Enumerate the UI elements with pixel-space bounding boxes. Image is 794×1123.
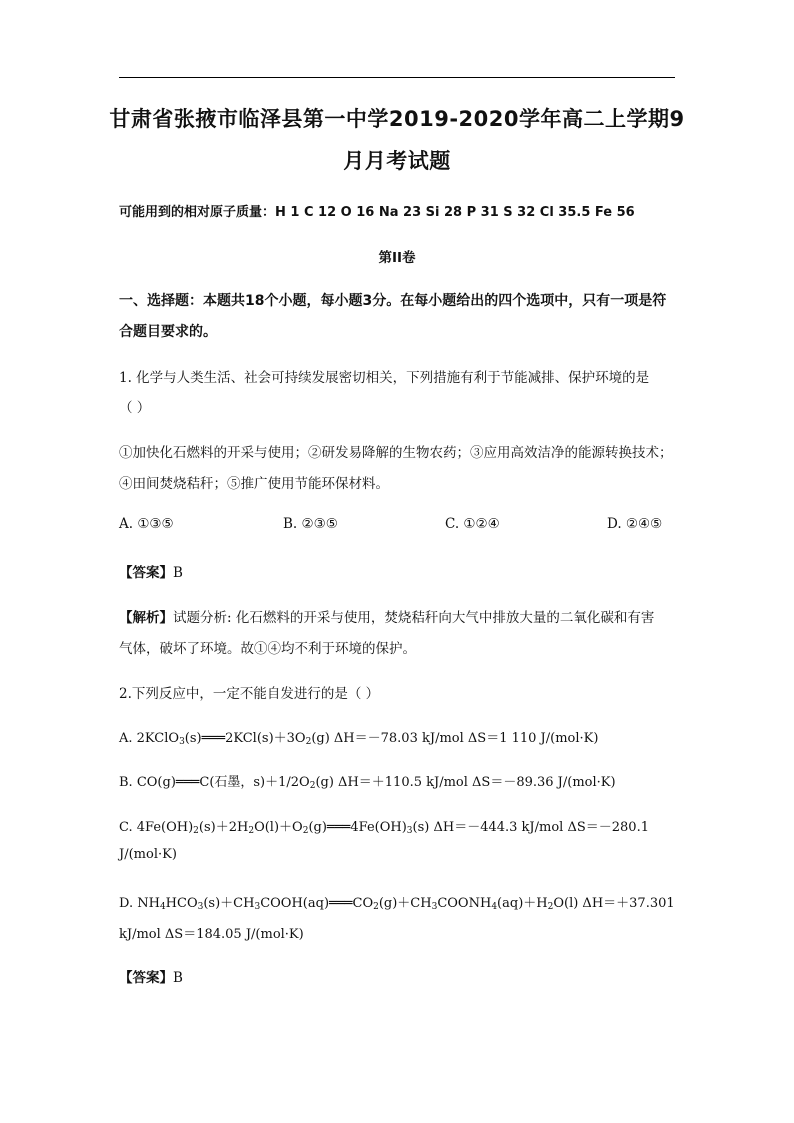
section-heading-line1: 一、选择题：本题共18个小题，每小题3分。在每小题给出的四个选项中，只有一项是符 xyxy=(119,293,667,309)
q2-option-c: C. $4Fe(OH)_2(s)+2H_2O(l)+O_2(g)═══4Fe(OH)_3(s)$ ΔH＝－444.3 kJ/mol ΔS＝－280.1 xyxy=(119,820,649,836)
q2-option-b: B. CO(g)═══C(石墨，$s)+1/2O_2(g)$ ΔH＝＋110.5 kJ/mol ΔS＝－89.36 J/(mol·K) xyxy=(119,775,616,791)
page-title-line2: 月月考试题 xyxy=(343,149,451,173)
answer-value: B xyxy=(173,565,183,581)
answer-label: 【答案】 xyxy=(119,565,173,581)
volume-label: 第II卷 xyxy=(378,250,416,266)
q1-option-b: B. ②③⑤ xyxy=(283,516,338,532)
header-rule xyxy=(119,77,675,78)
answer-value: B xyxy=(173,970,183,986)
q2-option-a: A. $2KClO_3(s)═══2KCl(s)+3O_2(g)$ ΔH＝－78.03 kJ/mol ΔS＝1 110 J/(mol·K) xyxy=(119,731,599,747)
q2-option-d-line2: kJ/mol ΔS＝184.05 J/(mol·K) xyxy=(119,927,304,942)
q1-option-a: A. ①③⑤ xyxy=(119,516,174,532)
q1-stem-line1: 1. 化学与人类生活、社会可持续发展密切相关，下列措施有利于节能减排、保护环境的是 xyxy=(119,370,650,386)
q1-stem-line2: （ ） xyxy=(119,400,151,416)
analysis-label: 【解析】 xyxy=(119,610,173,626)
q1-analysis-line2: 气体，破坏了环境。故①④均不利于环境的保护。 xyxy=(119,641,416,657)
q1-items-line1: ①加快化石燃料的开采与使用；②研发易降解的生物农药；③应用高效洁净的能源转换技术； xyxy=(119,445,673,461)
answer-label: 【答案】 xyxy=(119,970,173,986)
q1-option-d: D. ②④⑤ xyxy=(607,516,663,532)
q2-option-d: D. $NH_4HCO_3(s)+CH_3COOH(aq)═══CO_2(g)+CH_3COONH_4(aq)+H_2O(l)$ ΔH＝＋37.301 xyxy=(119,896,675,912)
q1-option-c: C. ①②④ xyxy=(445,516,500,532)
analysis-text: 试题分析: 化石燃料的开采与使用，焚烧秸秆向大气中排放大量的二氧化碳和有害 xyxy=(173,610,655,626)
q1-answer xyxy=(119,561,183,581)
q1-analysis-line1 xyxy=(119,606,654,626)
page-title-line1: 甘肃省张掖市临泽县第一中学2019-2020学年高二上学期9 xyxy=(109,107,685,131)
section-heading-line2: 合题目要求的。 xyxy=(119,324,217,340)
q2-stem: 2.下列反应中，一定不能自发进行的是（ ） xyxy=(119,686,380,702)
q2-answer xyxy=(119,966,183,986)
q2-option-c-line2: J/(mol·K) xyxy=(119,847,177,862)
q1-items-line2: ④田间焚烧秸秆；⑤推广使用节能环保材料。 xyxy=(119,476,389,492)
atomic-masses: 可能用到的相对原子质量：H 1 C 12 O 16 Na 23 Si 28 P 31 S 32 Cl 35.5 Fe 56 xyxy=(119,205,635,220)
